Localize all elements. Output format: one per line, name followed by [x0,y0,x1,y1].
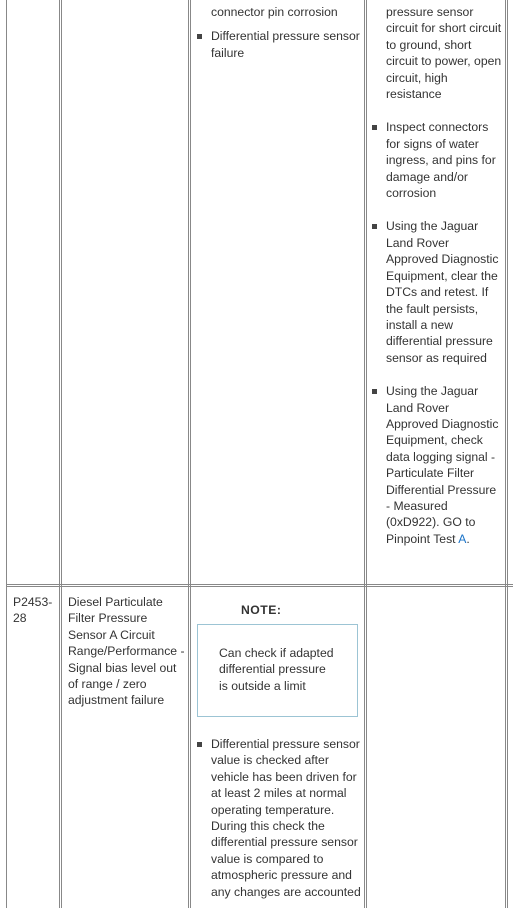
row-divider-b [6,586,513,587]
bullet-square-icon [372,125,377,130]
note-title: NOTE: [241,603,282,617]
bullet-square-icon [372,224,377,229]
list-item: Using the Jaguar Land Rover Approved Diagnostic Equipment, check data logging signal - Particulate Filter Differential Pressure - Measured (0xD922). GO to Pinpoint Test A. [372,383,502,547]
bullet-square-icon [197,742,202,747]
row2-conditions-list [197,736,361,900]
table-col-divider-2 [188,0,189,908]
list-item: Differential pressure sensor value is checked after vehicle has been driven for at least 2 miles at normal operating temperature. During this check the differential pressure sensor value is compared to atmospheric pressure and any changes are accounted [197,736,361,900]
list-item: Differential pressure sensor failure [197,28,361,61]
pinpoint-test-link[interactable]: A [458,531,467,546]
dtc-code: P2453-28 [13,595,53,626]
table-col-divider-3 [364,0,365,908]
note-box [197,624,358,717]
list-item: Inspect connectors for signs of water ingress, and pins for damage and/or corrosion [372,119,502,201]
bullet-square-icon [372,389,377,394]
note-text: Can check if adapted differential pressure is outside a limit [219,646,334,693]
row1-conditions-list [197,28,361,61]
table-col-divider-2b [190,0,191,908]
row1-actions-cell [372,4,502,555]
row2-conditions-cell [197,736,361,908]
row1-conditions-cell [197,4,361,69]
list-item: Using the Jaguar Land Rover Approved Diagnostic Equipment, clear the DTCs and retest. If the fault persists, install a new differential pressure sensor as required [372,218,502,366]
row1-actions-list [372,119,502,547]
table-border-right [507,0,508,908]
row1-action-continued: pressure sensor circuit for short circuit to ground, short circuit to power, open circuit, high resistance [386,5,502,102]
row1-condition-continued: connector pin corrosion [211,5,338,19]
table-col-divider-1 [59,0,60,908]
dtc-description: Diesel Particulate Filter Pressure Sensor A Circuit Range/Performance - Signal bias level out of range / zero adjustment failure [68,595,185,708]
table-border-left [6,0,7,908]
bullet-square-icon [197,34,202,39]
table-col-divider-1b [61,0,62,908]
table-col-divider-3b [366,0,367,908]
table-border-right-inner [505,0,506,908]
row-divider [6,584,513,585]
